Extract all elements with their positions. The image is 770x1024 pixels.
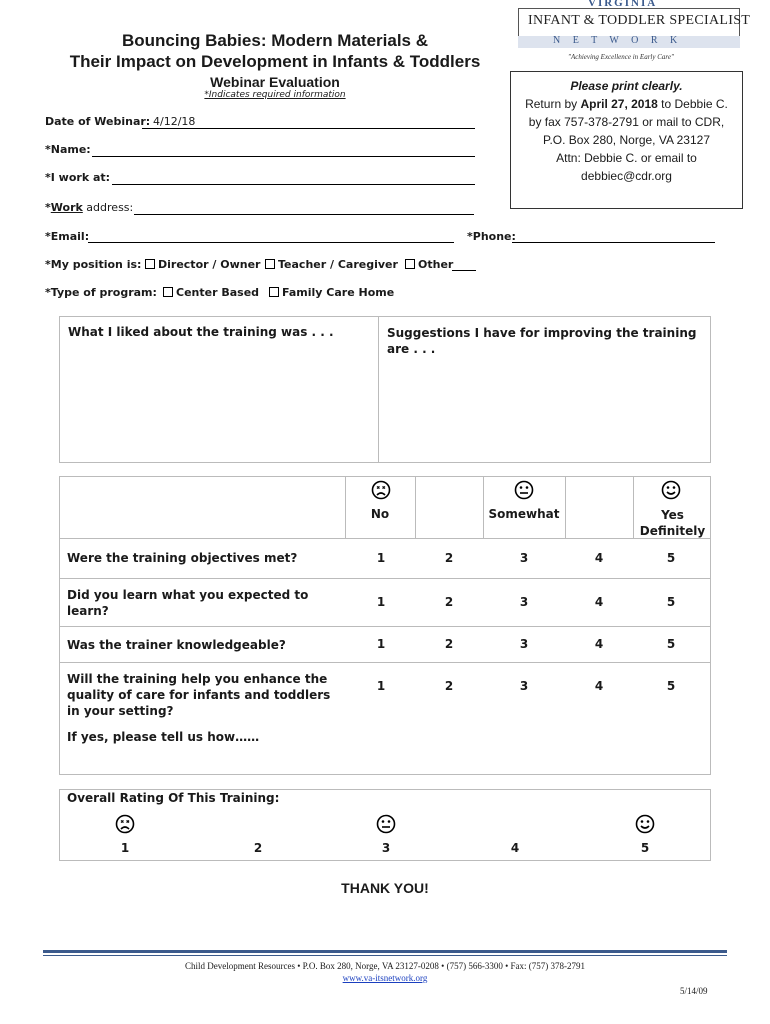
footer-date: 5/14/09 [680,986,708,996]
return-to-text: to Debbie C. [657,97,728,111]
position-option-director[interactable] [145,258,260,271]
logo-name: INFANT & TODDLER SPECIALIST [528,13,751,28]
return-by-text: Return by [525,97,581,111]
overall-option[interactable]: 4 [510,841,520,855]
row-divider [59,626,711,627]
phone-label: *Phone: [467,230,516,243]
name-label: *Name: [45,143,91,156]
instructions-heading: Please print clearly. [570,79,683,93]
program-label: *Type of program: [45,286,157,299]
work-address-label [45,201,133,214]
followup-prompt: If yes, please tell us how…… [67,730,260,744]
rating-option[interactable]: 5 [666,637,676,651]
date-value: 4/12/18 [153,115,196,128]
rating-option[interactable]: 3 [519,679,529,693]
row-divider [59,662,711,663]
logo-tagline: "Achieving Excellence in Early Care" [568,53,674,61]
date-label: Date of Webinar: [45,115,151,128]
checkbox-icon[interactable] [269,287,279,297]
subtitle: Webinar Evaluation [210,74,340,90]
rating-option[interactable]: 2 [444,595,454,609]
position-option-director-label: Director / Owner [158,258,261,271]
rating-option[interactable]: 5 [666,551,676,565]
rating-option[interactable]: 3 [519,595,529,609]
overall-option[interactable]: 5 [640,841,650,855]
instructions-line-2: by fax 757-378-2791 or mail to CDR, [528,115,725,129]
header-somewhat: Somewhat [488,507,560,521]
work-address-asterisk: * [45,201,51,214]
thank-you: THANK YOU! [341,880,429,896]
program-option-family-label: Family Care Home [282,286,395,299]
work-address-word: Work [50,201,83,214]
checkbox-icon[interactable] [265,259,275,269]
neutral-face-icon [514,480,534,500]
header-yes: Yes Definitely [639,508,706,538]
row-divider [59,578,711,579]
rating-option[interactable]: 3 [519,551,529,565]
position-option-teacher-label: Teacher / Caregiver [278,258,398,271]
suggestions-box[interactable] [378,316,711,463]
footer-rule [43,950,727,953]
position-label: *My position is: [45,258,142,271]
checkbox-icon[interactable] [145,259,155,269]
work-at-label: *I work at: [45,171,111,184]
position-option-other-label: Other [418,258,454,271]
program-option-center[interactable] [163,286,259,299]
phone-field[interactable] [512,242,715,243]
question-objectives: Were the training objectives met? [67,551,298,565]
overall-option[interactable]: 1 [120,841,130,855]
neutral-face-icon [376,814,396,834]
instructions-line-4: Attn: Debbie C. or email to [556,151,697,165]
rating-option[interactable]: 5 [666,595,676,609]
col-divider [565,476,566,538]
rating-option[interactable]: 4 [594,679,604,693]
instructions-email: debbiec@cdr.org [581,169,672,183]
date-field[interactable] [142,128,475,129]
instructions-line-3: P.O. Box 280, Norge, VA 23127 [542,133,710,147]
rating-option[interactable]: 2 [444,551,454,565]
position-other-field[interactable] [452,270,476,271]
due-date: April 27, 2018 [580,97,658,111]
name-field[interactable] [92,156,475,157]
rating-option[interactable]: 2 [444,637,454,651]
instructions-line-1 [511,95,742,113]
question-expectations: Did you learn what you expected to learn? [67,588,309,618]
rating-option[interactable]: 1 [376,679,386,693]
footer-rule-thin [43,955,727,956]
overall-option[interactable]: 2 [253,841,263,855]
title-line-2: Their Impact on Development in Infants & Toddlers [69,52,481,71]
header-no: No [370,507,390,521]
suggestions-prompt: Suggestions I have for improving the training are . . . [387,326,697,356]
title-line-1: Bouncing Babies: Modern Materials & [121,31,429,50]
logo-virginia: VIRGINIA [588,0,658,9]
footer-link[interactable]: www.va-itsnetwork.org [342,973,428,983]
smile-face-icon [661,480,681,500]
rating-option[interactable]: 4 [594,637,604,651]
work-address-field[interactable] [134,214,474,215]
liked-box[interactable] [59,316,379,463]
frown-face-icon [115,814,135,834]
required-note: *Indicates required information [204,90,346,100]
rating-option[interactable]: 3 [519,637,529,651]
rating-option[interactable]: 2 [444,679,454,693]
frown-face-icon [371,480,391,500]
instructions-box [510,71,743,209]
question-quality: Will the training help you enhance the quality of care for infants and toddlers in your setting? [67,672,331,718]
work-at-field[interactable] [112,184,475,185]
rating-option[interactable]: 5 [666,679,676,693]
logo-network: N E T W O R K [553,35,683,46]
col-divider [345,476,346,538]
col-divider [415,476,416,538]
email-field[interactable] [88,242,454,243]
program-option-center-label: Center Based [176,286,260,299]
liked-prompt: What I liked about the training was . . . [68,325,334,339]
overall-option[interactable]: 3 [381,841,391,855]
program-option-family[interactable] [269,286,394,299]
smile-face-icon [635,814,655,834]
rating-option[interactable]: 1 [376,551,386,565]
checkbox-icon[interactable] [405,259,415,269]
work-address-suffix: address: [82,201,134,214]
rating-option[interactable]: 4 [594,551,604,565]
position-option-other[interactable] [405,258,453,271]
rating-option[interactable]: 1 [376,595,386,609]
question-trainer: Was the trainer knowledgeable? [67,638,286,652]
email-label: *Email: [45,230,90,243]
overall-rating-label: Overall Rating Of This Training: [67,791,280,805]
rating-option[interactable]: 4 [594,595,604,609]
rating-option[interactable]: 1 [376,637,386,651]
header-divider [59,538,711,539]
checkbox-icon[interactable] [163,287,173,297]
footer-address: Child Development Resources • P.O. Box 280, Norge, VA 23127-0208 • (757) 566-3300 • Fax: (757) 378-2791 [185,961,585,971]
itsn-logo [518,0,751,61]
position-option-teacher[interactable] [265,258,398,271]
